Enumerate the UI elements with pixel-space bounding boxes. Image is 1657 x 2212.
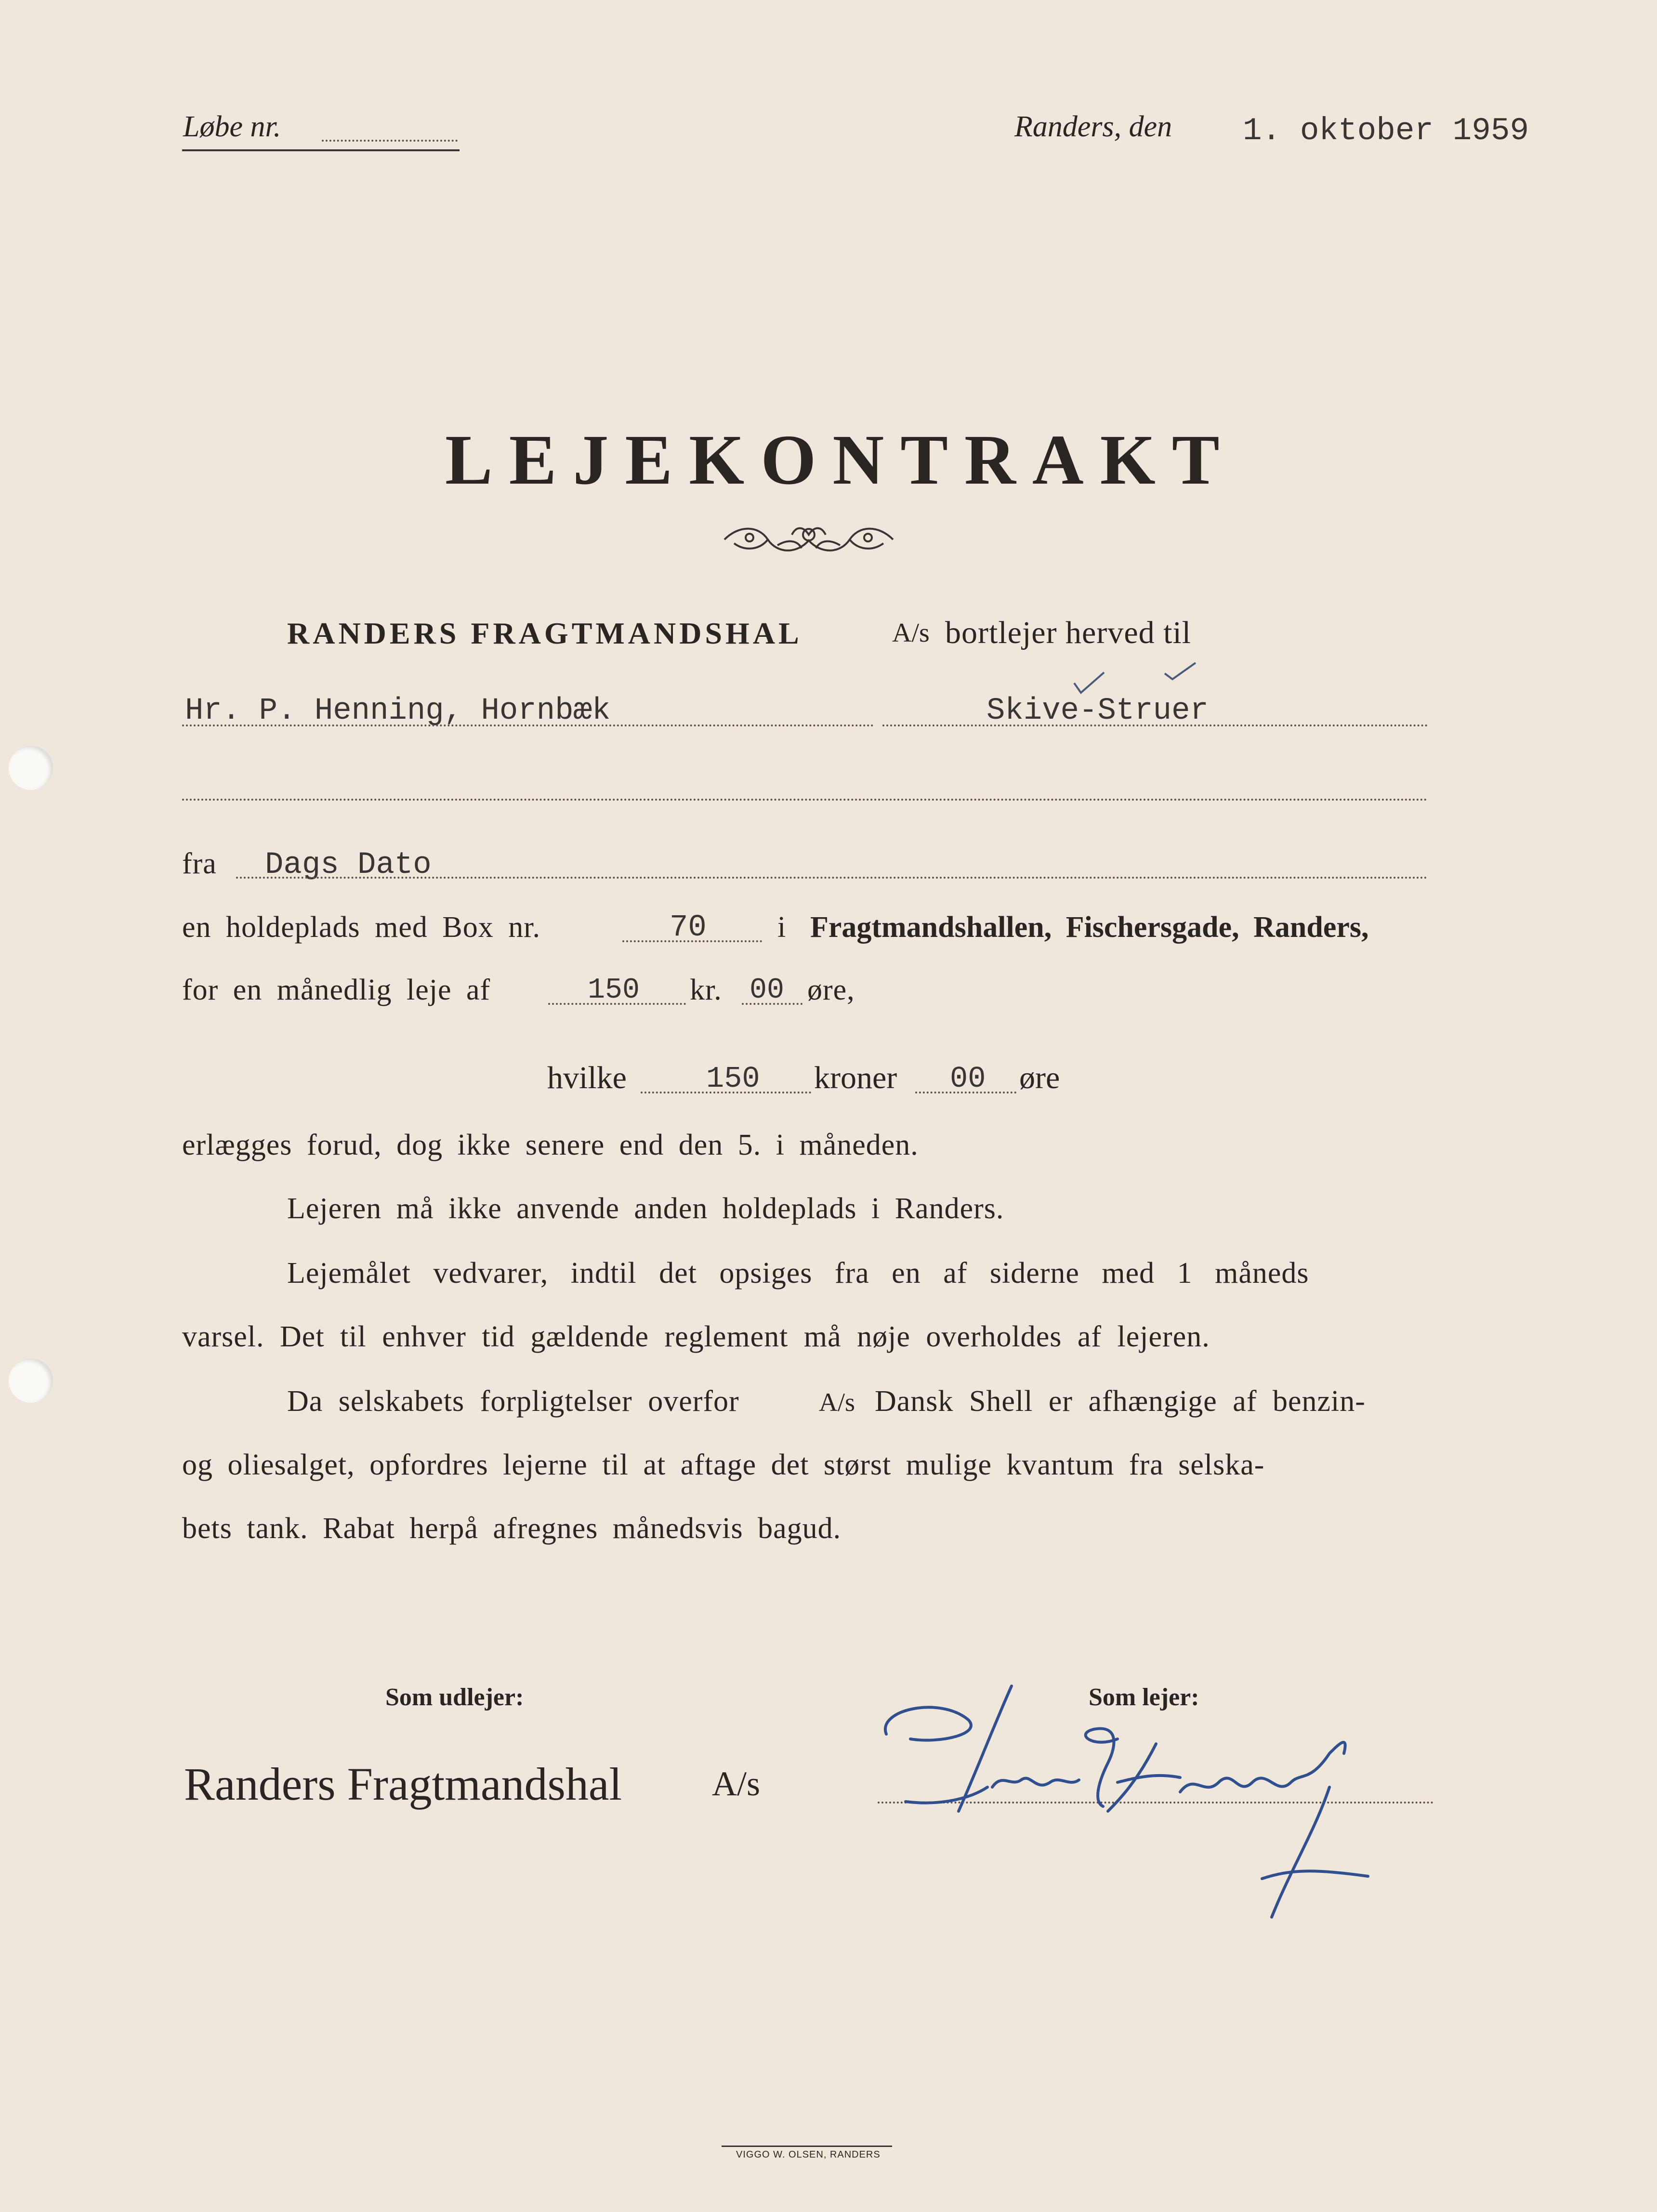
rent-ore-value: 00 [750,974,785,1007]
tenant-label: Som lejer: [1089,1684,1199,1711]
paragraph-1: erlægges forud, dog ikke senere end den 5. i måneden. [182,1129,919,1161]
date-value: 1. oktober 1959 [1243,113,1529,149]
loebe-underline [182,149,460,151]
box-i: i [777,911,787,944]
company-as-mark: A/s [892,618,930,648]
landlord-as-mark: A/s [712,1764,761,1803]
paragraph-3b: varsel. Det til enhver tid gældende reglement må nøje overholdes af lejeren. [182,1320,1210,1353]
punch-hole-top [9,746,53,790]
paragraph-4b: og oliesalget, opfordres lejerne til at aftage det størst mulige kvantum fra selska- [182,1448,1265,1481]
rent-ore-field [742,1003,802,1005]
tenant-signature [867,1676,1387,1927]
loebe-label: Løbe nr. [183,110,281,143]
page-title: LEJEKONTRAKT [445,421,1236,500]
rent-prefix: for en månedlig leje af [182,974,491,1006]
paragraph-2: Lejeren må ikke anvende anden holdeplads i Randers. [287,1192,1004,1225]
from-field [236,877,1428,879]
printer-imprint: VIGGO W. OLSEN, RANDERS [736,2149,881,2160]
from-value: Dags Dato [265,848,432,882]
landlord-label: Som udlejer: [385,1684,524,1711]
tenant-route: Skive-Struer [986,694,1209,728]
words-ore-label: øre [1019,1060,1060,1095]
paragraph-4a-pre: Da selskabets forpligtelser overfor [287,1385,739,1418]
words-kr-label: kroner [814,1060,897,1095]
landlord-name: Randers Fragtmandshal [184,1758,622,1810]
box-prefix: en holdeplads med Box nr. [182,911,540,944]
box-location: Fragtmandshallen, Fischersgade, Randers, [810,911,1369,944]
paragraph-4c: bets tank. Rabat herpå afregnes månedsvis bagud. [182,1512,842,1545]
punch-hole-bottom [9,1358,53,1403]
rent-kr-label: kr. [690,974,722,1006]
tenant-name-field [182,724,874,726]
words-ore-field [915,1092,1016,1093]
tenant-name: Hr. P. Henning, Hornbæk [185,694,611,728]
rent-kr-value: 150 [588,974,640,1007]
place-label: Randers, den [1014,110,1172,143]
rent-ore-label: øre, [807,974,855,1006]
intro-text: bortlejer herved til [945,615,1192,650]
tenant-route-field [882,724,1428,726]
words-prefix: hvilke [547,1060,627,1095]
box-number-field [622,940,762,942]
paragraph-4a-as: A/s [819,1388,855,1417]
printer-rule [722,2146,892,2147]
words-kr-value: 150 [706,1062,760,1096]
loebe-nr-field [322,140,458,142]
checkmark-icon-2 [1161,660,1199,684]
words-ore-value: 00 [950,1062,986,1096]
paragraph-3a: Lejemålet vedvarer, indtil det opsiges fra en af siderne med 1 måneds [287,1257,1309,1290]
words-kr-field [641,1092,811,1093]
from-label: fra [182,847,217,880]
paragraph-4a-post: Dansk Shell er afhængige af benzin- [875,1385,1366,1418]
ornament-icon [720,520,898,561]
rent-kr-field [548,1003,686,1005]
checkmark-icon [1070,669,1109,698]
company-name: RANDERS FRAGTMANDSHAL [287,616,802,650]
address-line-2 [182,799,1428,801]
box-number: 70 [670,910,707,945]
